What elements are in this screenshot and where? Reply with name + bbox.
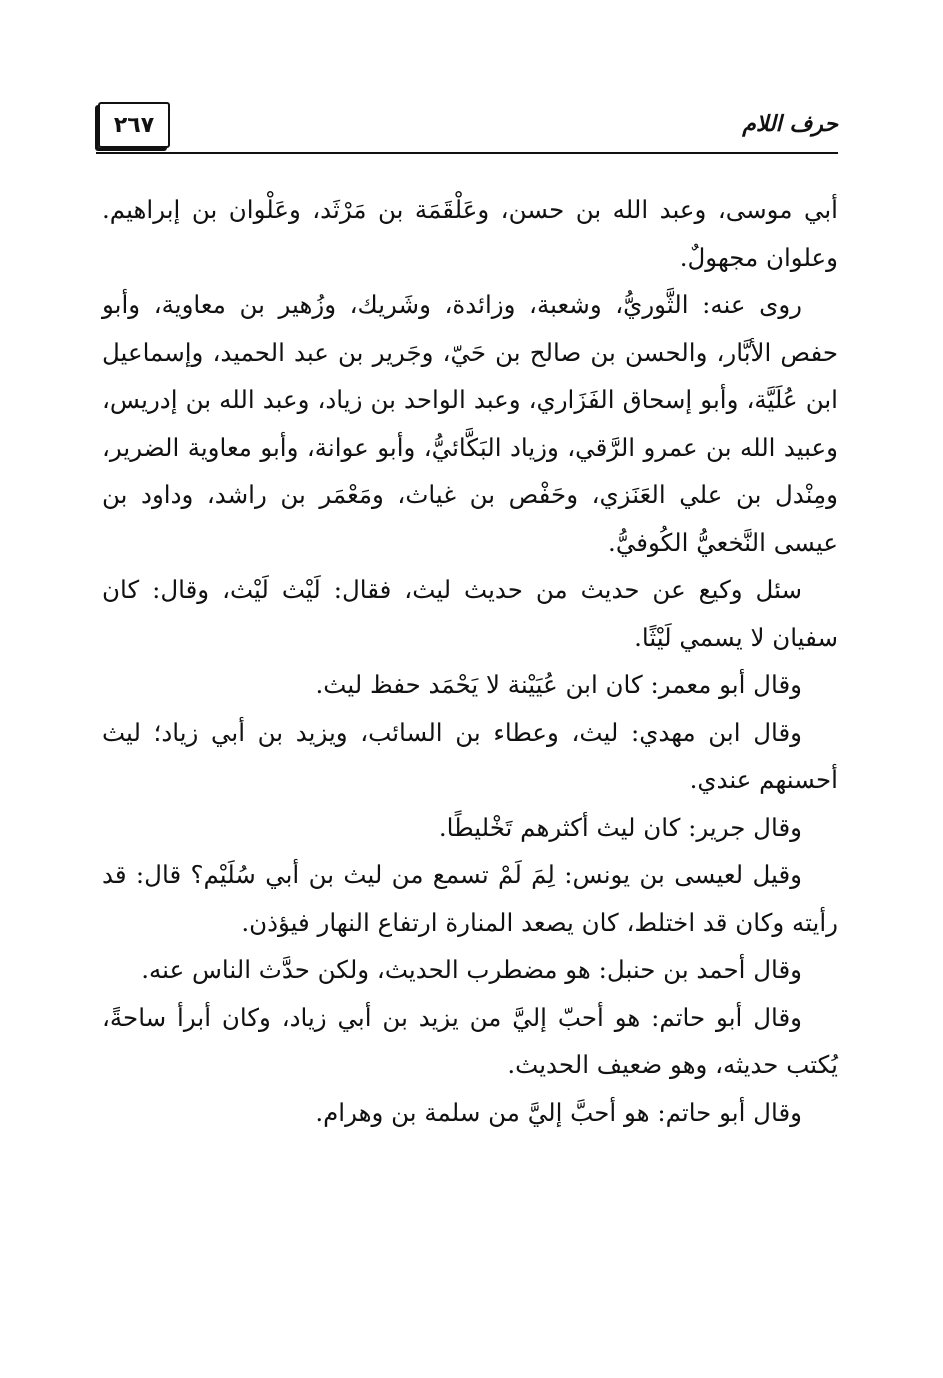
paragraph-6: وقال جرير: كان ليث أكثرهم تَخْليطًا. xyxy=(438,812,802,842)
paragraph-8: وقال أحمد بن حنبل: هو مضطرب الحديث، ولكن حدَّث الناس عنه. xyxy=(141,955,802,984)
page-body xyxy=(102,186,838,1136)
chapter-title: حرف اللام xyxy=(742,112,838,137)
page-number: ٢٦٧ xyxy=(113,112,155,138)
paragraph-3: سئل وكيع عن حديث من حديث ليث، فقال: لَيْث لَيْث، وقال: كان سفيان لا يسمي لَيْثًا. xyxy=(102,575,838,652)
paragraph-9: وقال أبو حاتم: هو أحبّ إليَّ من يزيد بن أبي زياد، وكان أبرأ ساحةً، يُكتب حديثه، وهو ضعيف الحديث. xyxy=(102,1002,838,1079)
paragraph-2: روى عنه: الثَّوريُّ، وشعبة، وزائدة، وشَريك، وزُهير بن معاوية، وأبو حفص الأبَّار، والحسن بن صالح بن حَيّ، وجَرير بن عبد الحميد، وإسماعيل ابن عُلَيَّة، وأبو إسحاق الفَزَاري، وعبد الواحد بن زياد، وعبد الله بن إدريس، وعبيد الله بن عمرو الرَّقي، وزياد البَكَّائيُّ، وأبو عوانة، وأبو معاوية الضرير، ومِنْدل بن علي العَنَزي، وحَفْص بن غياث، ومَعْمَر بن راشد، وداود بن عيسى النَّخعيُّ الكُوفيُّ. xyxy=(102,290,838,557)
paragraph-1: أبي موسى، وعبد الله بن حسن، وعَلْقَمَة بن مَرْثَد، وعَلْوان بن إبراهيم. وعلوان مجهولٌ. xyxy=(102,195,838,272)
page-number-box xyxy=(98,102,170,148)
header-divider xyxy=(96,152,838,154)
page-header xyxy=(96,98,838,158)
paragraph-5: وقال ابن مهدي: ليث، وعطاء بن السائب، ويزيد بن أبي زياد؛ ليث أحسنهم عندي. xyxy=(102,717,838,794)
paragraph-7: وقيل لعيسى بن يونس: لِمَ لَمْ تسمع من ليث بن أبي سُلَيْم؟ قال: قد رأيته وكان قد اختلط، كان يصعد المنارة ارتفاع النهار فيؤذن. xyxy=(102,860,838,937)
paragraph-10: وقال أبو حاتم: هو أحبَّ إليَّ من سلمة بن وهرام. xyxy=(315,1097,802,1127)
paragraph-4: وقال أبو معمر: كان ابن عُيَيْنة لا يَحْمَد حفظ ليث. xyxy=(315,670,802,699)
